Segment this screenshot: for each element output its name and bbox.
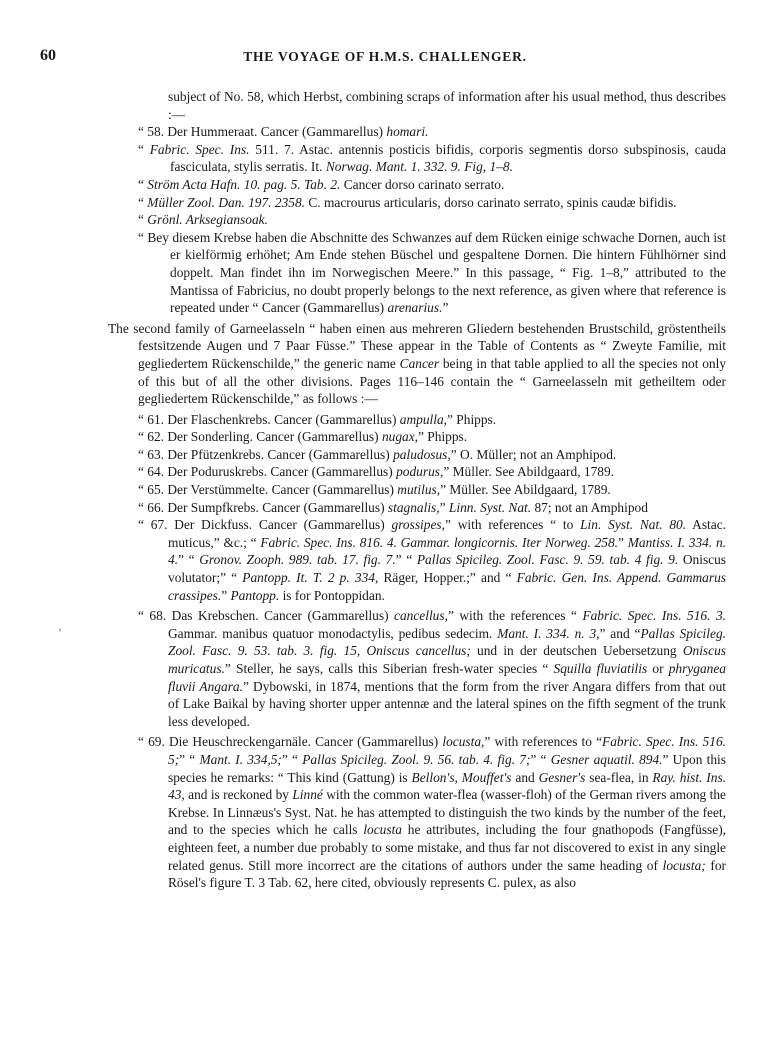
- running-title: THE VOYAGE OF H.M.S. CHALLENGER.: [243, 49, 527, 64]
- page-header: [40, 47, 730, 69]
- paragraph-continuation: subject of No. 58, which Herbst, combining scraps of information after his usual method, thus describes :—: [168, 89, 726, 122]
- margin-mark: ʼ: [58, 627, 62, 639]
- entry-67: “ 67. Der Dickfuss. Cancer (Gammarellus) grossipes,” with references “ to Lin. Syst. Nat. 80. Astac. muticus,” &c.; “ Fabric. Spec. Ins. 816. 4. Gammar. longicornis. Iter Norweg. 258.” Mantiss. I. 334. n. 4.” “ Gronov. Zooph. 989. tab. 17. fig. 7.” “ Pallas Spicileg. Zool. Fasc. 9. 59. tab. 4 fig. 9. Oniscus volutator;” “ Pantopp. It. T. 2 p. 334, Räger, Hopper.;” and “ Fabric. Gen. Ins. Append. Gammarus crassipes.” Pantopp. is for Pontoppidan.: [138, 517, 727, 603]
- entry-64: “ 64. Der Poduruskrebs. Cancer (Gammarellus) podurus,” Müller. See Abildgaard, 1789.: [138, 464, 615, 480]
- paragraph-second-family: The second family of Garneelasseln “ haben einen aus mehreren Gliedern bestehenden Brustschild, gröstentheils festsitzende Augen und 7 Paar Füsse.” These appear in the Table of Contents as “ Zweyte Familie, mit gegliedertem Rückenschilde,” the generic name Cancer being in that table applied to all the species not only of this but of all the other divisions. Pages 116–146 contain the “ Garneelasseln mit getheiltem oder gegliedertem Rückenschilde,” as follows :—: [108, 320, 727, 407]
- quote-line-muller: “ Müller Zool. Dan. 197. 2358. C. macrourus articularis, dorso carinato serrato, spinis caudæ bifidis.: [138, 194, 677, 210]
- quote-paragraph-bey: “ Bey diesem Krebse haben die Abschnitte des Schwanzes auf dem Rücken einige schwache Dornen, auch ist er kielförmig erhöhet; Am Ende stehen Büschel und gespaltene Dornen. Die hintern Fühlhörner sind doppelt. Man findet ihn im Norwegischen Meere.” In this passage, “ Fig. 1–8,” attributed to the Mantissa of Fabricius, no doubt properly belongs to the next reference, as given where that reference is repeated under “ Cancer (Gammarellus) arenarius.”: [138, 229, 726, 316]
- entry-61: “ 61. Der Flaschenkrebs. Cancer (Gammarellus) ampulla,” Phipps.: [138, 411, 497, 427]
- entry-68: “ 68. Das Krebschen. Cancer (Gammarellus) cancellus,” with the references “ Fabric. Spec. Ins. 516. 3. Gammar. manibus quatuor monodactylis, pedibus sedecim. Mant. I. 334. n. 3,” and “Pallas Spicileg. Zool. Fasc. 9. 53. tab. 3. fig. 15, Oniscus cancellus; und in der deutschen Uebersetzung Oniscus muricatus.” Steller, he says, calls this Siberian fresh-water species “ Squilla fluviatilis or phryganea fluvii Angara.” Dybowski, in 1874, mentions that the form from the river Angara differs from that out of Lake Baikal by having shorter upper antennæ and the lateral spines on the fifth segment of the trunk less developed.: [138, 608, 726, 729]
- entry-62: “ 62. Der Sonderling. Cancer (Gammarellus) nugax,” Phipps.: [138, 429, 468, 445]
- quote-line-58: “ 58. Der Hummeraat. Cancer (Gammarellus) homari.: [138, 124, 429, 140]
- page-number: 60: [40, 47, 56, 64]
- entry-66: “ 66. Der Sumpfkrebs. Cancer (Gammarellus) stagnalis,” Linn. Syst. Nat. 87; not an Amphipod: [138, 499, 648, 515]
- quote-line-strom: “ Ström Acta Hafn. 10. pag. 5. Tab. 2. Cancer dorso carinato serrato.: [138, 176, 505, 192]
- entry-69: “ 69. Die Heuschreckengarnäle. Cancer (Gammarellus) locusta,” with references to “Fabric. Spec. Ins. 516. 5;” “ Mant. I. 334,5;” “ Pallas Spicileg. Zool. 9. 56. tab. 4. fig. 7;” “ Gesner aquatil. 894.” Upon this species he remarks: “ This kind (Gattung) is Bellon's, Mouffet's and Gesner's sea-flea, in Ray. hist. Ins. 43, and is reckoned by Linné with the common water-flea (wasser-floh) of the German rivers among the Krebse. In Linnæus's Syst. Nat. he has attempted to distinguish the two kinds by the number of the feet, and to the species which he calls locusta he attributes, including the four gnathopods (Fangfüsse), eighteen feet, a number due probably to some mistake, and thus far not discovered to exist in any single related genus. Still more incorrect are the citations of authors under the same heading of locusta; for Rösel's figure T. 3 Tab. 62, here cited, obviously represents C. pulex, as also: [138, 734, 727, 891]
- entry-63: “ 63. Der Pfützenkrebs. Cancer (Gammarellus) paludosus,” O. Müller; not an Amphipod.: [138, 446, 617, 462]
- quote-line-gronl: “ Grönl. Arksegiansoak.: [138, 212, 268, 228]
- quote-line-fabric: “ Fabric. Spec. Ins. 511. 7. Astac. antennis posticis bifidis, corporis segmentis dorso subspinosis, cauda fasciculata, stylis serratis. It. Norwag. Mant. 1. 332. 9. Fig, 1–8.: [138, 141, 726, 175]
- entry-65: “ 65. Der Verstümmelte. Cancer (Gammarellus) mutilus,” Müller. See Abildgaard, 1789.: [138, 482, 611, 498]
- page-body: [108, 88, 727, 892]
